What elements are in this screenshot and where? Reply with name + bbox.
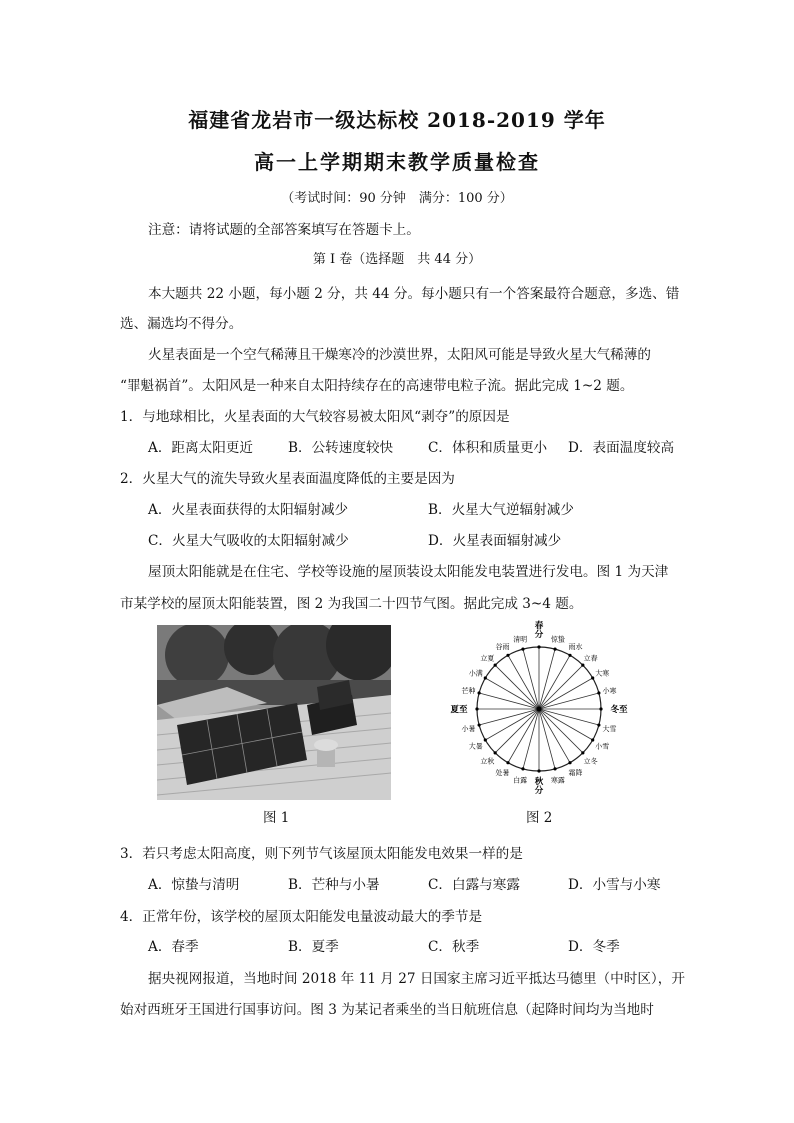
q1-option-d: D．表面温度较高: [568, 440, 675, 456]
solar-term-label: 冬至: [610, 705, 628, 715]
q3-option-b: B．芒种与小暑: [288, 877, 380, 893]
wheel-tick-dot: [484, 738, 487, 741]
wheel-tick-dot: [553, 767, 556, 770]
q3-option-c: C．白露与寒露: [428, 877, 520, 893]
solar-term-label: 秋分: [534, 777, 544, 796]
solar-term-label: 大寒: [595, 669, 610, 678]
figure1-caption: 图 1: [263, 810, 290, 826]
passage2-line2: 市某学校的屋顶太阳能装置，图 2 为我国二十四节气图。据此完成 3~4 题。: [120, 596, 583, 612]
solar-term-label: 寒露: [550, 776, 565, 785]
solar-term-label: 小暑: [461, 724, 476, 733]
solar-term-label: 白露: [513, 776, 528, 785]
q4-option-b: B．夏季: [288, 939, 339, 955]
figure2-caption: 图 2: [526, 810, 553, 826]
q4-option-a: A．春季: [148, 939, 199, 955]
passage3-line2: 始对西班牙王国进行国事访问。图 3 为某记者乘坐的当日航班信息（起降时间均为当地时: [120, 1002, 654, 1018]
wheel-tick-dot: [494, 751, 497, 754]
wheel-tick-dot: [521, 767, 524, 770]
wheel-tick-dot: [494, 664, 497, 667]
solar-term-label: 芒种: [461, 687, 476, 696]
wheel-tick-dot: [597, 723, 600, 726]
solar-term-label: 小满: [468, 669, 483, 678]
solar-term-label: 惊蛰: [550, 635, 565, 644]
q1-option-a: A．距离太阳更近: [148, 440, 253, 456]
wheel-tick-dot: [568, 761, 571, 764]
wheel-spoke: [479, 709, 539, 725]
solar-term-label: 雨水: [568, 642, 583, 651]
page-title-line1: 福建省龙岩市一级达标校 2018-2019 学年: [188, 108, 606, 132]
solar-term-label: 霜降: [568, 769, 583, 778]
wheel-tick-dot: [568, 654, 571, 657]
q2-option-a: A．火星表面获得的太阳辐射减少: [148, 502, 349, 518]
wheel-tick-dot: [591, 738, 594, 741]
wheel-spoke: [539, 649, 555, 709]
wheel-tick-dot: [537, 769, 540, 772]
wheel-spoke: [539, 709, 599, 725]
wheel-tick-dot: [553, 648, 556, 651]
solar-term-label: 立冬: [583, 757, 598, 766]
q3-option-d: D．小雪与小寒: [568, 877, 661, 893]
wheel-tick-dot: [581, 751, 584, 754]
q3-stem: 3．若只考虑太阳高度，则下列节气该屋顶太阳能发电效果一样的是: [120, 846, 523, 862]
wheel-tick-dot: [597, 691, 600, 694]
solar-term-label: 春分: [534, 621, 544, 640]
q1-option-b: B．公转速度较快: [288, 440, 394, 456]
wheel-spoke: [523, 709, 539, 769]
q2-option-d: D．火星表面辐射减少: [428, 533, 562, 549]
wheel-tick-dot: [506, 761, 509, 764]
page-title-line2: 高一上学期期末教学质量检查: [254, 150, 540, 174]
q4-option-d: D．冬季: [568, 939, 620, 955]
figure2-solar-terms-wheel: [440, 620, 640, 820]
q4-stem: 4．正常年份，该学校的屋顶太阳能发电量波动最大的季节是: [120, 909, 483, 925]
wheel-tick-dot: [537, 645, 540, 648]
passage1-line2: “罪魁祸首”。太阳风是一种来自太阳持续存在的高速带电粒子流。据此完成 1~2 题。: [120, 378, 634, 394]
instructions-line1: 本大题共 22 小题，每小题 2 分，共 44 分。每小题只有一个答案最符合题意，多选、错: [148, 286, 680, 302]
wheel-spoke: [479, 693, 539, 709]
q3-option-a: A．惊蛰与清明: [148, 877, 240, 893]
solar-term-label: 夏至: [450, 705, 468, 715]
wheel-tick-dot: [599, 707, 602, 710]
instructions-line2: 选、漏选均不得分。: [120, 316, 243, 332]
section-title: 第 I 卷（选择题 共 44 分）: [312, 252, 482, 267]
wheel-tick-dot: [478, 723, 481, 726]
wheel-tick-dot: [506, 654, 509, 657]
solar-term-label: 处暑: [495, 769, 510, 778]
passage2-line1: 屋顶太阳能就是在住宅、学校等设施的屋顶装设太阳能发电装置进行发电。图 1 为天津: [148, 564, 669, 580]
wheel-tick-dot: [521, 648, 524, 651]
passage3-line1: 据央视网报道，当地时间 2018 年 11 月 27 日国家主席习近平抵达马德里（中时区），开: [148, 971, 685, 987]
wheel-spoke: [539, 709, 555, 769]
q2-stem: 2．火星大气的流失导致火星表面温度降低的主要是因为: [120, 471, 455, 487]
wheel-tick-dot: [581, 664, 584, 667]
wheel-tick-dot: [484, 676, 487, 679]
wheel-tick-dot: [475, 707, 478, 710]
solar-term-label: 大雪: [602, 724, 617, 733]
wheel-center: [537, 707, 542, 712]
solar-term-label: 谷雨: [495, 642, 510, 651]
solar-term-label: 小雪: [595, 742, 610, 751]
exam-info: （考试时间：90 分钟 满分：100 分）: [281, 191, 513, 206]
solar-term-label: 立秋: [480, 757, 495, 766]
solar-term-label: 立春: [583, 654, 598, 663]
solar-term-label: 大暑: [468, 742, 483, 751]
wheel-spoke: [523, 649, 539, 709]
q1-stem: 1．与地球相比，火星表面的大气较容易被太阳风“剥夺”的原因是: [120, 409, 510, 425]
q2-option-c: C．火星大气吸收的太阳辐射减少: [148, 533, 349, 549]
notice: 注意：请将试题的全部答案填写在答题卡上。: [148, 222, 420, 238]
q1-option-c: C．体积和质量更小: [428, 440, 548, 456]
wheel-tick-dot: [591, 676, 594, 679]
passage1-line1: 火星表面是一个空气稀薄且干燥寒冷的沙漠世界，太阳风可能是导致火星大气稀薄的: [148, 347, 651, 363]
wheel-spoke: [539, 693, 599, 709]
q4-option-c: C．秋季: [428, 939, 480, 955]
wheel-tick-dot: [478, 691, 481, 694]
solar-term-label: 小寒: [602, 687, 617, 696]
figure1-solar-photo: [157, 625, 391, 800]
solar-term-label: 清明: [513, 635, 528, 644]
solar-term-label: 立夏: [480, 654, 495, 663]
q2-option-b: B．火星大气逆辐射减少: [428, 502, 574, 518]
